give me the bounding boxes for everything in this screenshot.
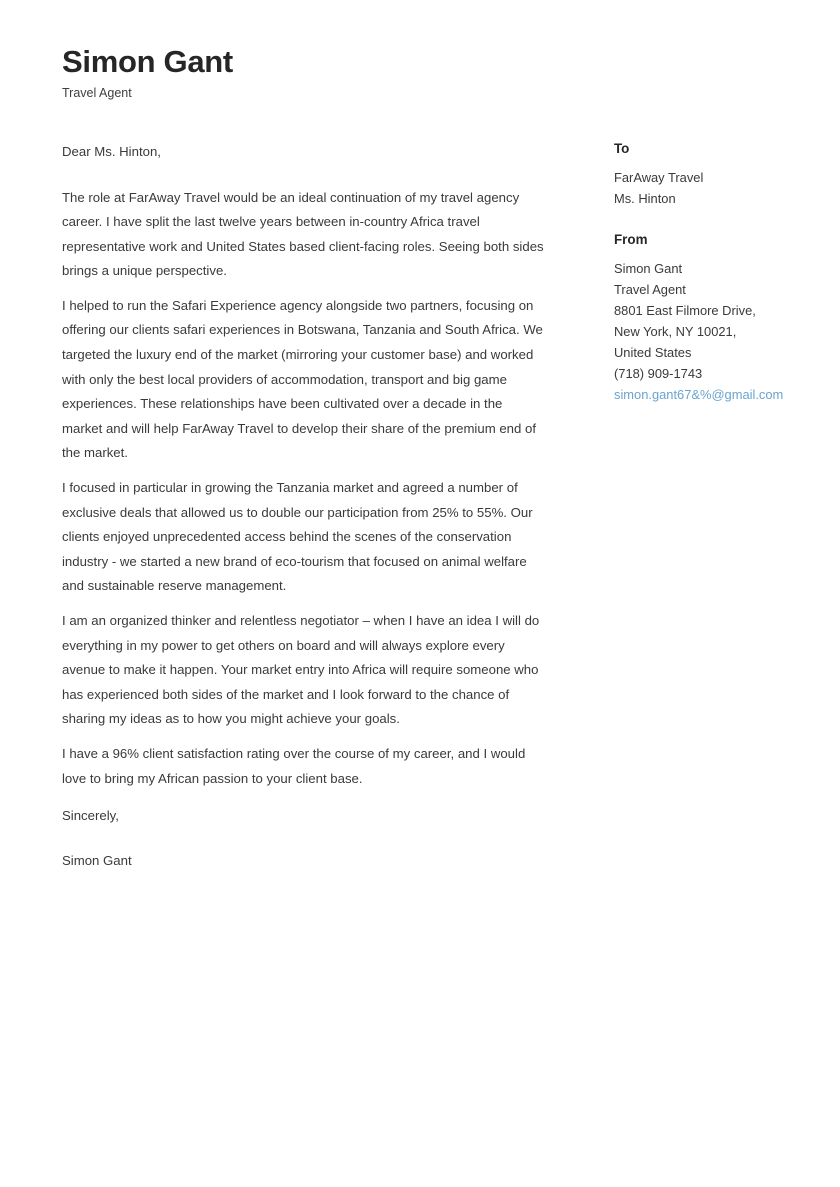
recipient-heading: To — [614, 141, 630, 156]
sender-heading: From — [614, 231, 648, 247]
recipient-company: FarAway Travel — [614, 169, 704, 185]
letter-content — [62, 140, 544, 873]
recipient-person: Ms. Hinton — [614, 190, 676, 206]
letter-paragraph-4: I am an organized thinker and relentless negotiator – when I have an idea I will do everything in my power to get others on board and will always explore every avenue to make it happen. Your market entry into Africa will require someone who has experienced both sides of the market and I look forward to the chance of sharing my ideas as to how you might achieve your goals. — [62, 613, 540, 727]
contact-sidebar — [614, 140, 814, 405]
sender-phone: (718) 909-1743 — [614, 365, 703, 381]
letter-header — [62, 44, 762, 101]
applicant-job-title: Travel Agent — [62, 85, 132, 100]
sender-name: Simon Gant — [614, 260, 683, 276]
sender-address-street: 8801 East Filmore Drive, — [614, 302, 756, 318]
recipient-block — [614, 140, 814, 209]
sender-block — [614, 231, 814, 405]
letter-paragraph-1: The role at FarAway Travel would be an ideal continuation of my travel agency career. I have split the last twelve years between in-country Africa travel representative work and United States based client-facing roles. Seeing both sides brings a unique perspective. — [62, 189, 544, 279]
letter-paragraph-2: I helped to run the Safari Experience agency alongside two partners, focusing on offering our clients safari experiences in Botswana, Tanzania and South Africa. We targeted the luxury end of the market (mirroring your customer base) and worked with only the best local providers of accommodation, transport and big game experiences. These relationships have been cultivated over a decade in the market and will help FarAway Travel to develop their share of the premium end of the market. — [62, 297, 543, 461]
sender-address-city: New York, NY 10021, — [614, 323, 737, 339]
sender-job-title: Travel Agent — [614, 281, 686, 297]
sender-email-link[interactable]: simon.gant67&%@gmail.com — [614, 386, 784, 402]
closing-line: Sincerely, — [62, 808, 119, 824]
signature-name: Simon Gant — [62, 852, 132, 868]
letter-paragraph-3: I focused in particular in growing the Tanzania market and agreed a number of exclusive deals that allowed us to double our participation from 25% to 55%. Our clients enjoyed unprecedented access behind the scenes of the conservation industry - we started a new brand of eco-tourism that focused on animal welfare and sustainable reserve management. — [62, 480, 533, 594]
salutation: Dear Ms. Hinton, — [62, 144, 161, 159]
applicant-name: Simon Gant — [62, 44, 233, 79]
sender-address-country: United States — [614, 344, 692, 360]
letter-paragraph-5: I have a 96% client satisfaction rating over the course of my career, and I would love to bring my African passion to your client base. — [62, 745, 526, 786]
